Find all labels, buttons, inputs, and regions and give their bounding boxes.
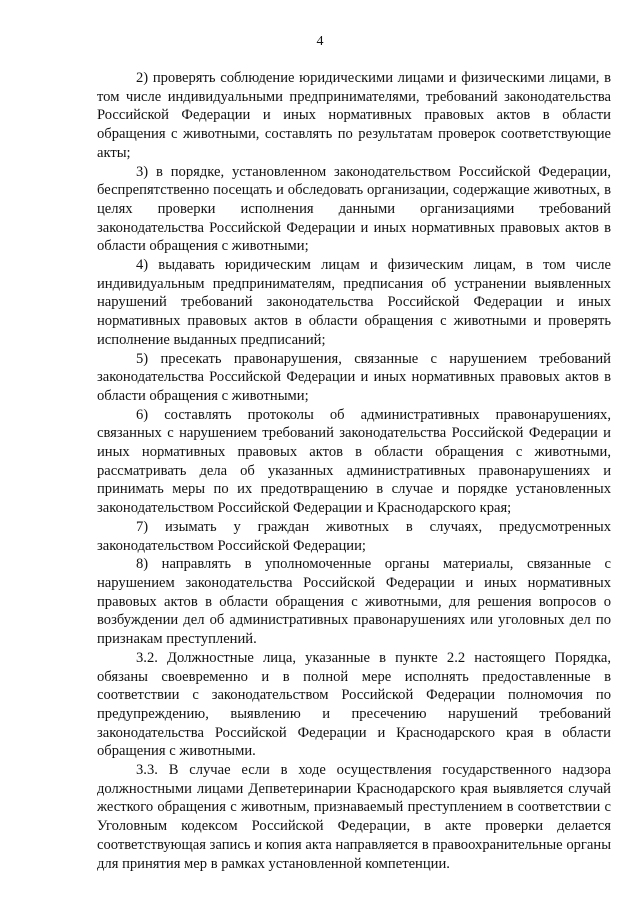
paragraph-section-3-2: 3.2. Должностные лица, указанные в пункте 2.2 настоящего Порядка, обязаны своевременно и в полной мере исполнять предоставленные в соответствии с законодательством Российской Федерации полномочия по предупреждению, выявлению и пресечению нарушений требований законодательства Российской Федерации и Краснодарского края в области обращения с животными. <box>97 649 611 760</box>
paragraph-section-3-3: 3.3. В случае если в ходе осуществления государственного надзора должностными лицами Депветеринарии Краснодарского края выявляется случай жесткого обращения с животным, признаваемый преступлением в соответствии с Уголовным кодексом Российской Федерации, в акте проверки делается соответствующая запись и копия акта направляется в правоохранительные органы для принятия мер в рамках установленной компетенции. <box>97 762 611 872</box>
page-number: 4 <box>316 34 324 49</box>
paragraph-item-7: 7) изымать у граждан животных в случаях, предусмотренных законодательством Российской Федерации; <box>97 518 611 554</box>
paragraph-item-8: 8) направлять в уполномоченные органы материалы, связанные с нарушением законодательства Российской Федерации и иных нормативных правовых актов в области обращения с животными, для решения вопросов о возбуждении дел об административных правонарушениях или уголовных дел по признакам преступлений. <box>97 556 611 648</box>
paragraph-item-4: 4) выдавать юридическим лицам и физическим лицам, в том числе индивидуальным предпринимателям, предписания об устранении выявленных нарушений требований законодательства Российской Федерации и иных нормативных правовых актов в области обращения с животными и проверять исполнение выданных предписаний; <box>97 257 611 348</box>
paragraph-item-2: 2) проверять соблюдение юридическими лицами и физическими лицами, в том числе индивидуальными предпринимателями, требований законодательства Российской Федерации и иных нормативных правовых актов в области обращения с животными, составлять по результатам проверок соответствующие акты; <box>97 70 611 161</box>
paragraph-item-3: 3) в порядке, установленном законодательством Российской Федерации, беспрепятственно посещать и обследовать организации, содержащие животных, в целях проверки исполнения данными организациями требований законодательства Российской Федерации и иных нормативных правовых актов в области обращения с животными; <box>97 163 611 255</box>
document-body <box>97 69 611 873</box>
paragraph-item-6: 6) составлять протоколы об административных правонарушениях, связанных с нарушением требований законодательства Российской Федерации и иных нормативных правовых актов в области обращения с животными, рассматривать дела об указанных административных правонарушениях и принимать меры по их предотвращению в случае и порядке установленных законодательством Российской Федерации и Краснодарского края; <box>97 406 611 517</box>
paragraph-item-5: 5) пресекать правонарушения, связанные с нарушением требований законодательства Российской Федерации и иных нормативных правовых актов в области обращения с животными; <box>97 350 611 404</box>
